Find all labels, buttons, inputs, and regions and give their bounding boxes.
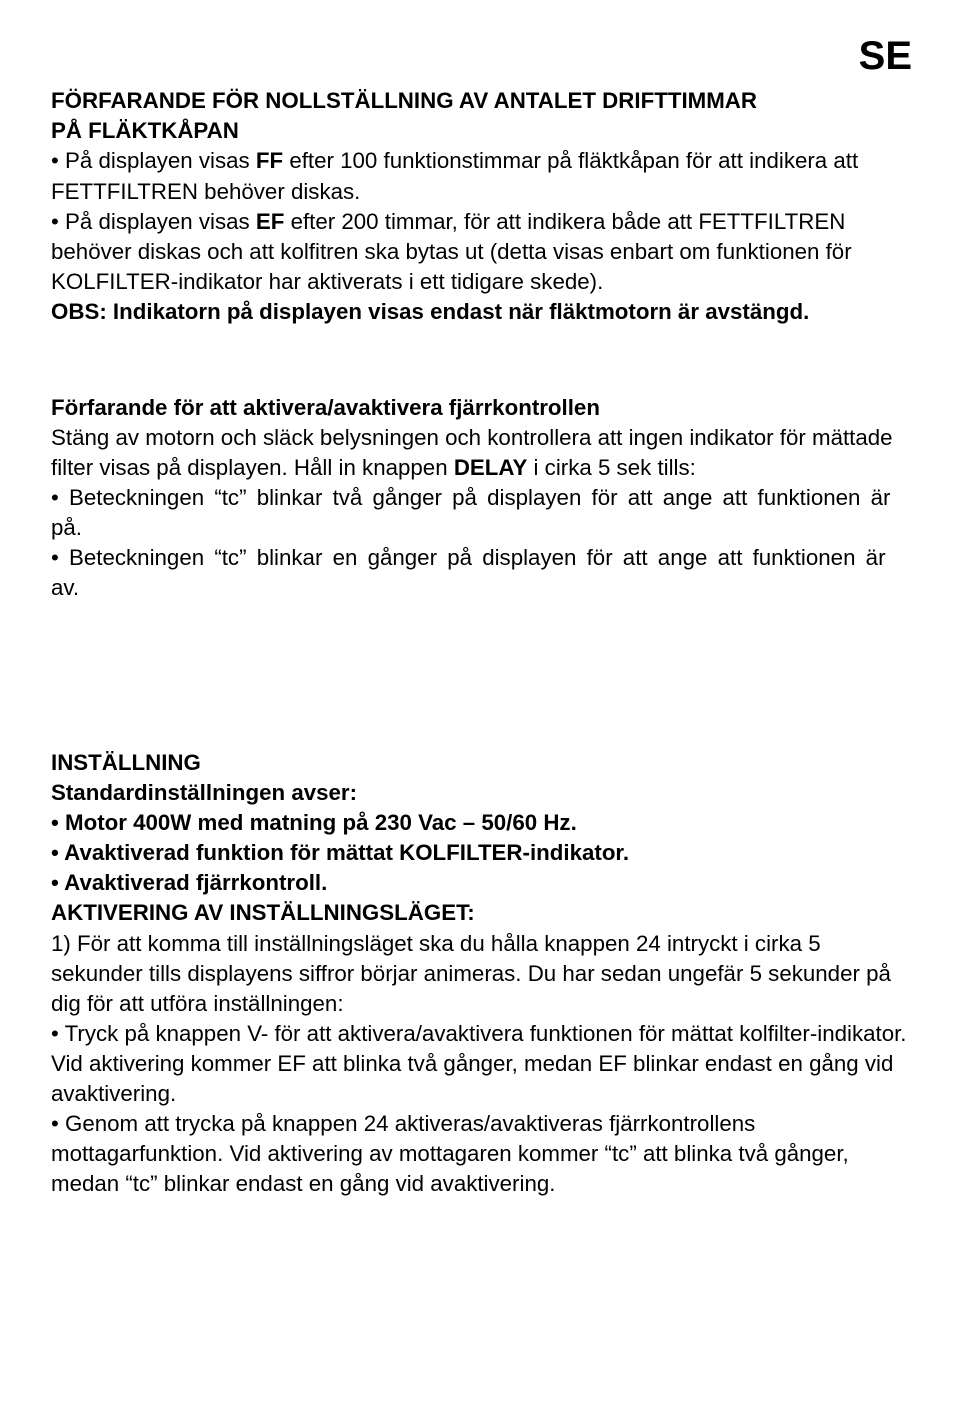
default-item: • Avaktiverad funktion för mättat KOLFILTER-indikator.	[51, 840, 630, 866]
reset-operating-hours-section	[51, 86, 911, 328]
activation-step-1: 1) För att komma till inställningsläget ska du hålla knappen 24 intryckt i cirka 5 sekunder tills displayens siffror börjar animeras. Du har sedan ungefär 5 sekunder på dig för att utföra inställningen:	[51, 930, 891, 1016]
default-item: • Motor 400W med matning på 230 Vac – 50/60 Hz.	[51, 810, 577, 836]
reset-bullet-ef-pre: • På displayen visas	[51, 208, 256, 234]
settings-section	[51, 748, 911, 1199]
activation-bullet-filter: • Tryck på knappen V- för att aktivera/avaktivera funktionen för mättat kolfilter-indikator. Vid aktivering kommer EF att blinka två gånger, medan EF blinkar endast en gång vid avaktivering.	[51, 1020, 907, 1107]
activation-heading: AKTIVERING AV INSTÄLLNINGSLÄGET:	[51, 900, 475, 926]
reset-bullet-ff	[51, 146, 911, 206]
remote-intro-pre: Stäng av motorn och släck belysningen och kontrollera att ingen indikator för mättade filter visas på displayen. Håll in knappen	[51, 425, 893, 480]
reset-bullet-ef-post: efter 200 timmar, för att indikera både att FETTFILTREN behöver diskas och att kolfitren ska bytas ut (detta visas enbart om funktionen för KOLFILTER-indikator har aktiverats i ett tidigare skede).	[51, 208, 852, 295]
reset-heading-line1: FÖRFARANDE FÖR NOLLSTÄLLNING AV ANTALET DRIFTTIMMAR	[51, 88, 757, 113]
reset-note: OBS: Indikatorn på displayen visas endast när fläktmotorn är avstängd.	[51, 299, 810, 325]
remote-bullet-off: • Beteckningen “tc” blinkar en gånger på displayen för att ange att funktionen är av.	[51, 545, 886, 600]
settings-subheading: Standardinställningen avser:	[51, 780, 358, 806]
reset-bullet-ff-pre: • På displayen visas	[51, 148, 256, 174]
delay-key-label: DELAY	[453, 455, 528, 480]
activation-bullet-remote: • Genom att trycka på knappen 24 aktiveras/avaktiveras fjärrkontrollens mottagarfunktion. Vid aktivering av mottagaren kommer “tc” att blinka två gånger, medan “tc” blinkar endast en gång vid avaktivering.	[51, 1111, 849, 1197]
remote-bullet-on: • Beteckningen “tc” blinkar två gånger på displayen för att ange att funktionen är på.	[51, 485, 891, 540]
remote-control-section	[51, 395, 911, 603]
reset-bullet-ef	[51, 207, 911, 298]
remote-intro-post: i cirka 5 sek tills:	[527, 455, 696, 480]
reset-bullet-ff-post: efter 100 funktionstimmar på fläktkåpan för att indikera att FETTFILTREN behöver diskas.	[51, 148, 859, 204]
reset-heading-line2: PÅ FLÄKTKÅPAN	[51, 118, 239, 144]
language-code: SE	[858, 34, 912, 78]
remote-heading: Förfarande för att aktivera/avaktivera fjärrkontrollen	[51, 395, 600, 420]
settings-heading: INSTÄLLNING	[51, 750, 201, 775]
display-code-ef: EF	[255, 208, 285, 234]
remote-intro	[51, 423, 911, 483]
default-item: • Avaktiverad fjärrkontroll.	[51, 870, 328, 896]
display-code-ff: FF	[255, 148, 284, 174]
